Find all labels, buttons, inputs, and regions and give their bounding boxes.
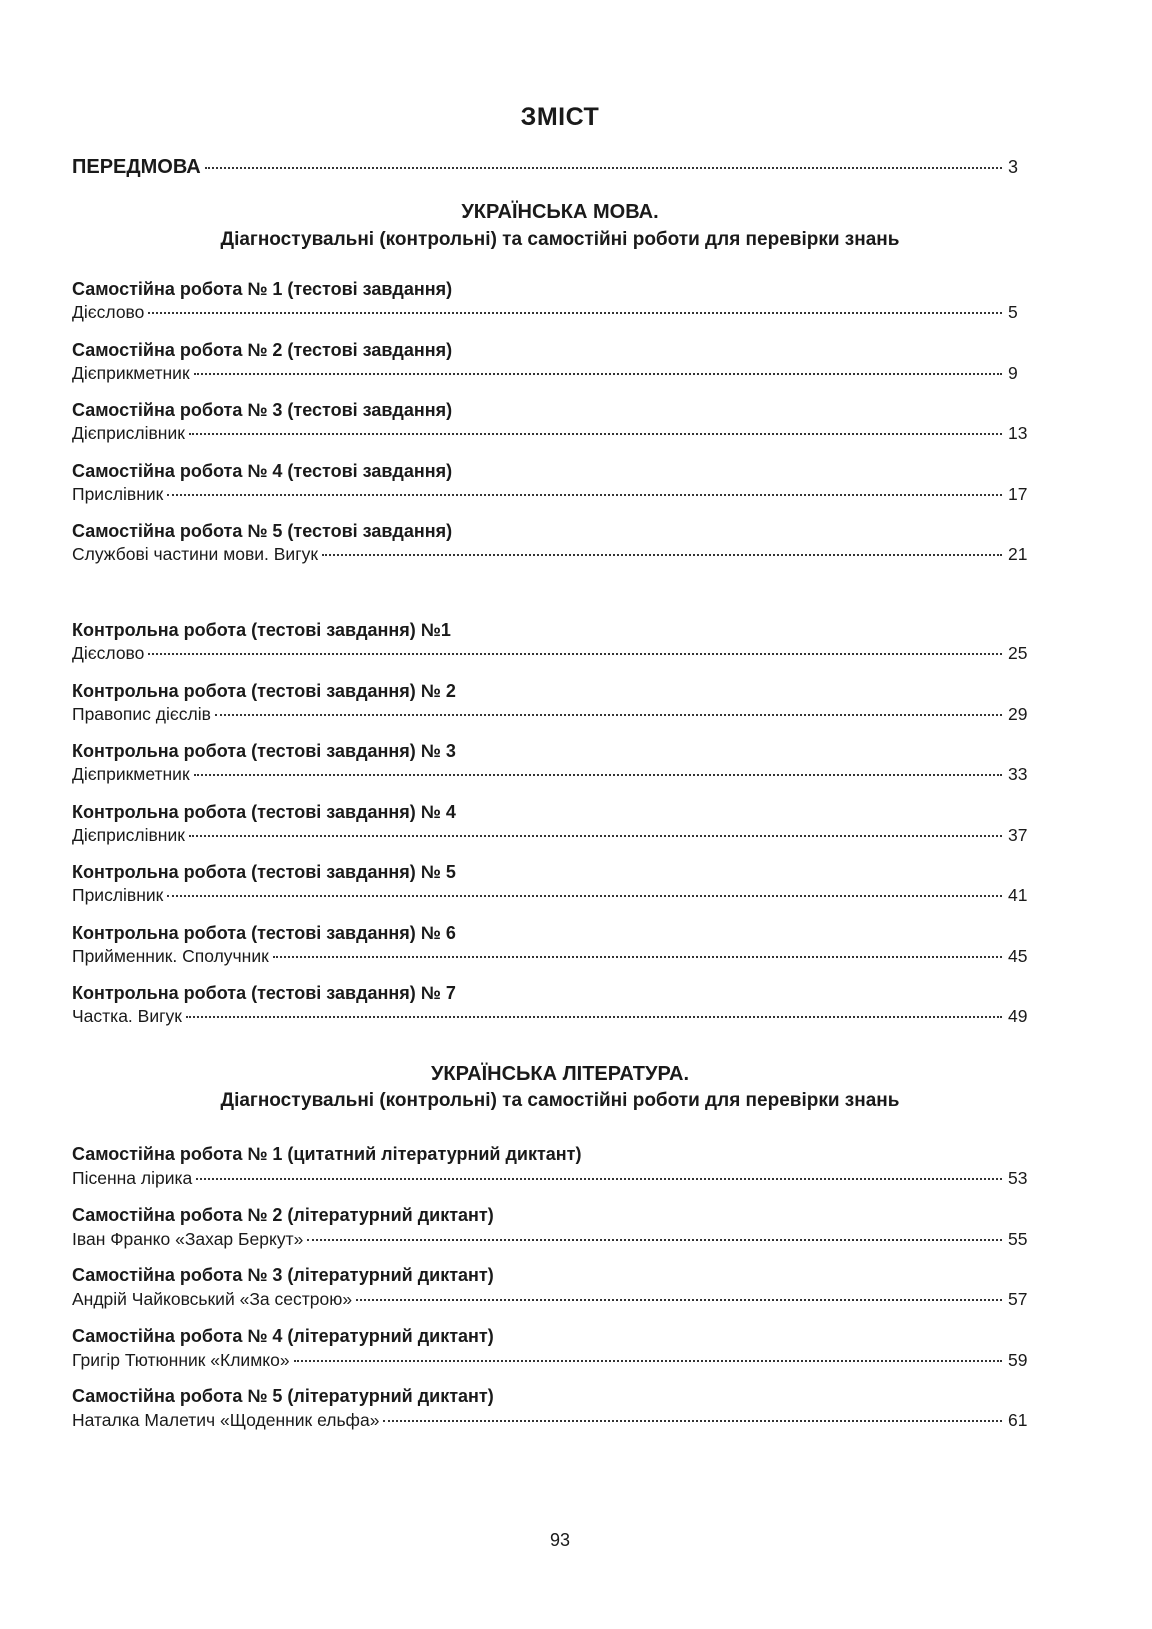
dot-leader <box>189 433 1002 435</box>
toc-line <box>72 423 1034 444</box>
page-ref: 29 <box>1008 704 1028 724</box>
page-ref: 25 <box>1008 643 1028 663</box>
page-ref: 17 <box>1008 484 1028 504</box>
dot-leader <box>322 554 1002 556</box>
entry-topic: Прислівник <box>72 484 164 504</box>
preface-label: ПЕРЕДМОВА <box>72 156 201 178</box>
page-ref: 21 <box>1008 544 1028 564</box>
page-title: ЗМІСТ <box>520 103 600 131</box>
entry-topic: Дієприкметник <box>72 363 190 383</box>
entry-heading: Контрольна робота (тестові завдання) № 5 <box>72 862 456 882</box>
section-subtitle-language: Діагностувальні (контрольні) та самостійні роботи для перевірки знань <box>220 229 900 250</box>
page-ref: 5 <box>1008 302 1018 322</box>
toc-line <box>72 1168 1034 1189</box>
entry-heading: Контрольна робота (тестові завдання) № 6 <box>72 923 456 943</box>
toc-line <box>72 1350 1034 1371</box>
entry-heading: Самостійна робота № 2 (тестові завдання) <box>72 340 453 360</box>
toc-line <box>72 825 1034 846</box>
toc-line-preface <box>72 156 1034 179</box>
dot-leader <box>194 774 1002 776</box>
toc-line <box>72 764 1034 785</box>
section-subtitle-literature: Діагностувальні (контрольні) та самостійні роботи для перевірки знань <box>220 1090 900 1111</box>
toc-line <box>72 643 1034 664</box>
page-ref: 13 <box>1008 423 1028 443</box>
page-ref: 49 <box>1008 1006 1028 1026</box>
entry-topic: Дієприкметник <box>72 764 190 784</box>
entry-heading: Контрольна робота (тестові завдання) № 2 <box>72 681 456 701</box>
entry-heading: Контрольна робота (тестові завдання) № 7 <box>72 983 456 1003</box>
entry-topic: Андрій Чайковський «За сестрою» <box>72 1289 353 1309</box>
entry-topic: Прийменник. Сполучник <box>72 946 269 966</box>
toc-line <box>72 1006 1034 1027</box>
section-title-language: УКРАЇНСЬКА МОВА. <box>461 201 659 223</box>
entry-heading: Самостійна робота № 4 (тестові завдання) <box>72 461 453 481</box>
page-ref: 45 <box>1008 946 1028 966</box>
entry-heading: Самостійна робота № 2 (літературний диктант) <box>72 1205 494 1225</box>
dot-leader <box>186 1016 1002 1018</box>
entry-topic: Іван Франко «Захар Беркут» <box>72 1229 304 1249</box>
entry-heading: Самостійна робота № 3 (літературний диктант) <box>72 1265 494 1285</box>
toc-line <box>72 1229 1034 1250</box>
entry-heading: Контрольна робота (тестові завдання) № 3 <box>72 741 456 761</box>
entry-heading: Самостійна робота № 1 (цитатний літературний диктант) <box>72 1144 582 1164</box>
entry-topic: Дієприслівник <box>72 423 185 443</box>
entry-heading: Самостійна робота № 5 (тестові завдання) <box>72 521 453 541</box>
entry-topic: Частка. Вигук <box>72 1006 182 1026</box>
page-ref: 3 <box>1008 157 1019 177</box>
entry-topic: Григір Тютюнник «Климко» <box>72 1350 290 1370</box>
toc-line <box>72 885 1034 906</box>
dot-leader <box>294 1360 1002 1362</box>
dot-leader <box>215 714 1002 716</box>
page-number: 93 <box>549 1530 571 1550</box>
toc-line <box>72 302 1034 323</box>
entry-heading: Самостійна робота № 3 (тестові завдання) <box>72 400 453 420</box>
page-ref: 41 <box>1008 885 1028 905</box>
entry-heading: Самостійна робота № 4 (літературний диктант) <box>72 1326 494 1346</box>
entry-topic: Правопис дієслів <box>72 704 211 724</box>
toc-line <box>72 1289 1034 1310</box>
entry-topic: Наталка Малетич «Щоденник ельфа» <box>72 1410 380 1430</box>
entry-heading: Контрольна робота (тестові завдання) №1 <box>72 620 451 640</box>
page-ref: 61 <box>1008 1410 1028 1430</box>
dot-leader <box>167 895 1002 897</box>
entry-topic: Дієслово <box>72 643 145 663</box>
dot-leader <box>356 1299 1002 1301</box>
dot-leader <box>194 373 1002 375</box>
page-ref: 53 <box>1008 1168 1028 1188</box>
dot-leader <box>196 1178 1002 1180</box>
entry-topic: Пісенна лірика <box>72 1168 193 1188</box>
page-ref: 57 <box>1008 1289 1028 1309</box>
dot-leader <box>383 1420 1002 1422</box>
entry-heading: Контрольна робота (тестові завдання) № 4 <box>72 802 456 822</box>
page-ref: 55 <box>1008 1229 1028 1249</box>
entry-heading: Самостійна робота № 5 (літературний диктант) <box>72 1386 494 1406</box>
dot-leader <box>307 1239 1002 1241</box>
entry-topic: Дієприслівник <box>72 825 185 845</box>
page-ref: 9 <box>1008 363 1018 383</box>
entry-topic: Дієслово <box>72 302 145 322</box>
entry-topic: Прислівник <box>72 885 164 905</box>
dot-leader <box>205 167 1002 169</box>
page-ref: 59 <box>1008 1350 1028 1370</box>
entry-topic: Службові частини мови. Вигук <box>72 544 318 564</box>
toc-line <box>72 484 1034 505</box>
dot-leader <box>273 956 1002 958</box>
dot-leader <box>148 312 1002 314</box>
section-title-literature: УКРАЇНСЬКА ЛІТЕРАТУРА. <box>430 1063 690 1085</box>
dot-leader <box>189 835 1002 837</box>
toc-line <box>72 946 1034 967</box>
toc-line <box>72 544 1034 565</box>
toc-line <box>72 1410 1034 1431</box>
entry-heading: Самостійна робота № 1 (тестові завдання) <box>72 279 453 299</box>
page-ref: 37 <box>1008 825 1028 845</box>
toc-line <box>72 363 1034 384</box>
page-ref: 33 <box>1008 764 1028 784</box>
dot-leader <box>167 494 1002 496</box>
dot-leader <box>148 653 1002 655</box>
toc-line <box>72 704 1034 725</box>
